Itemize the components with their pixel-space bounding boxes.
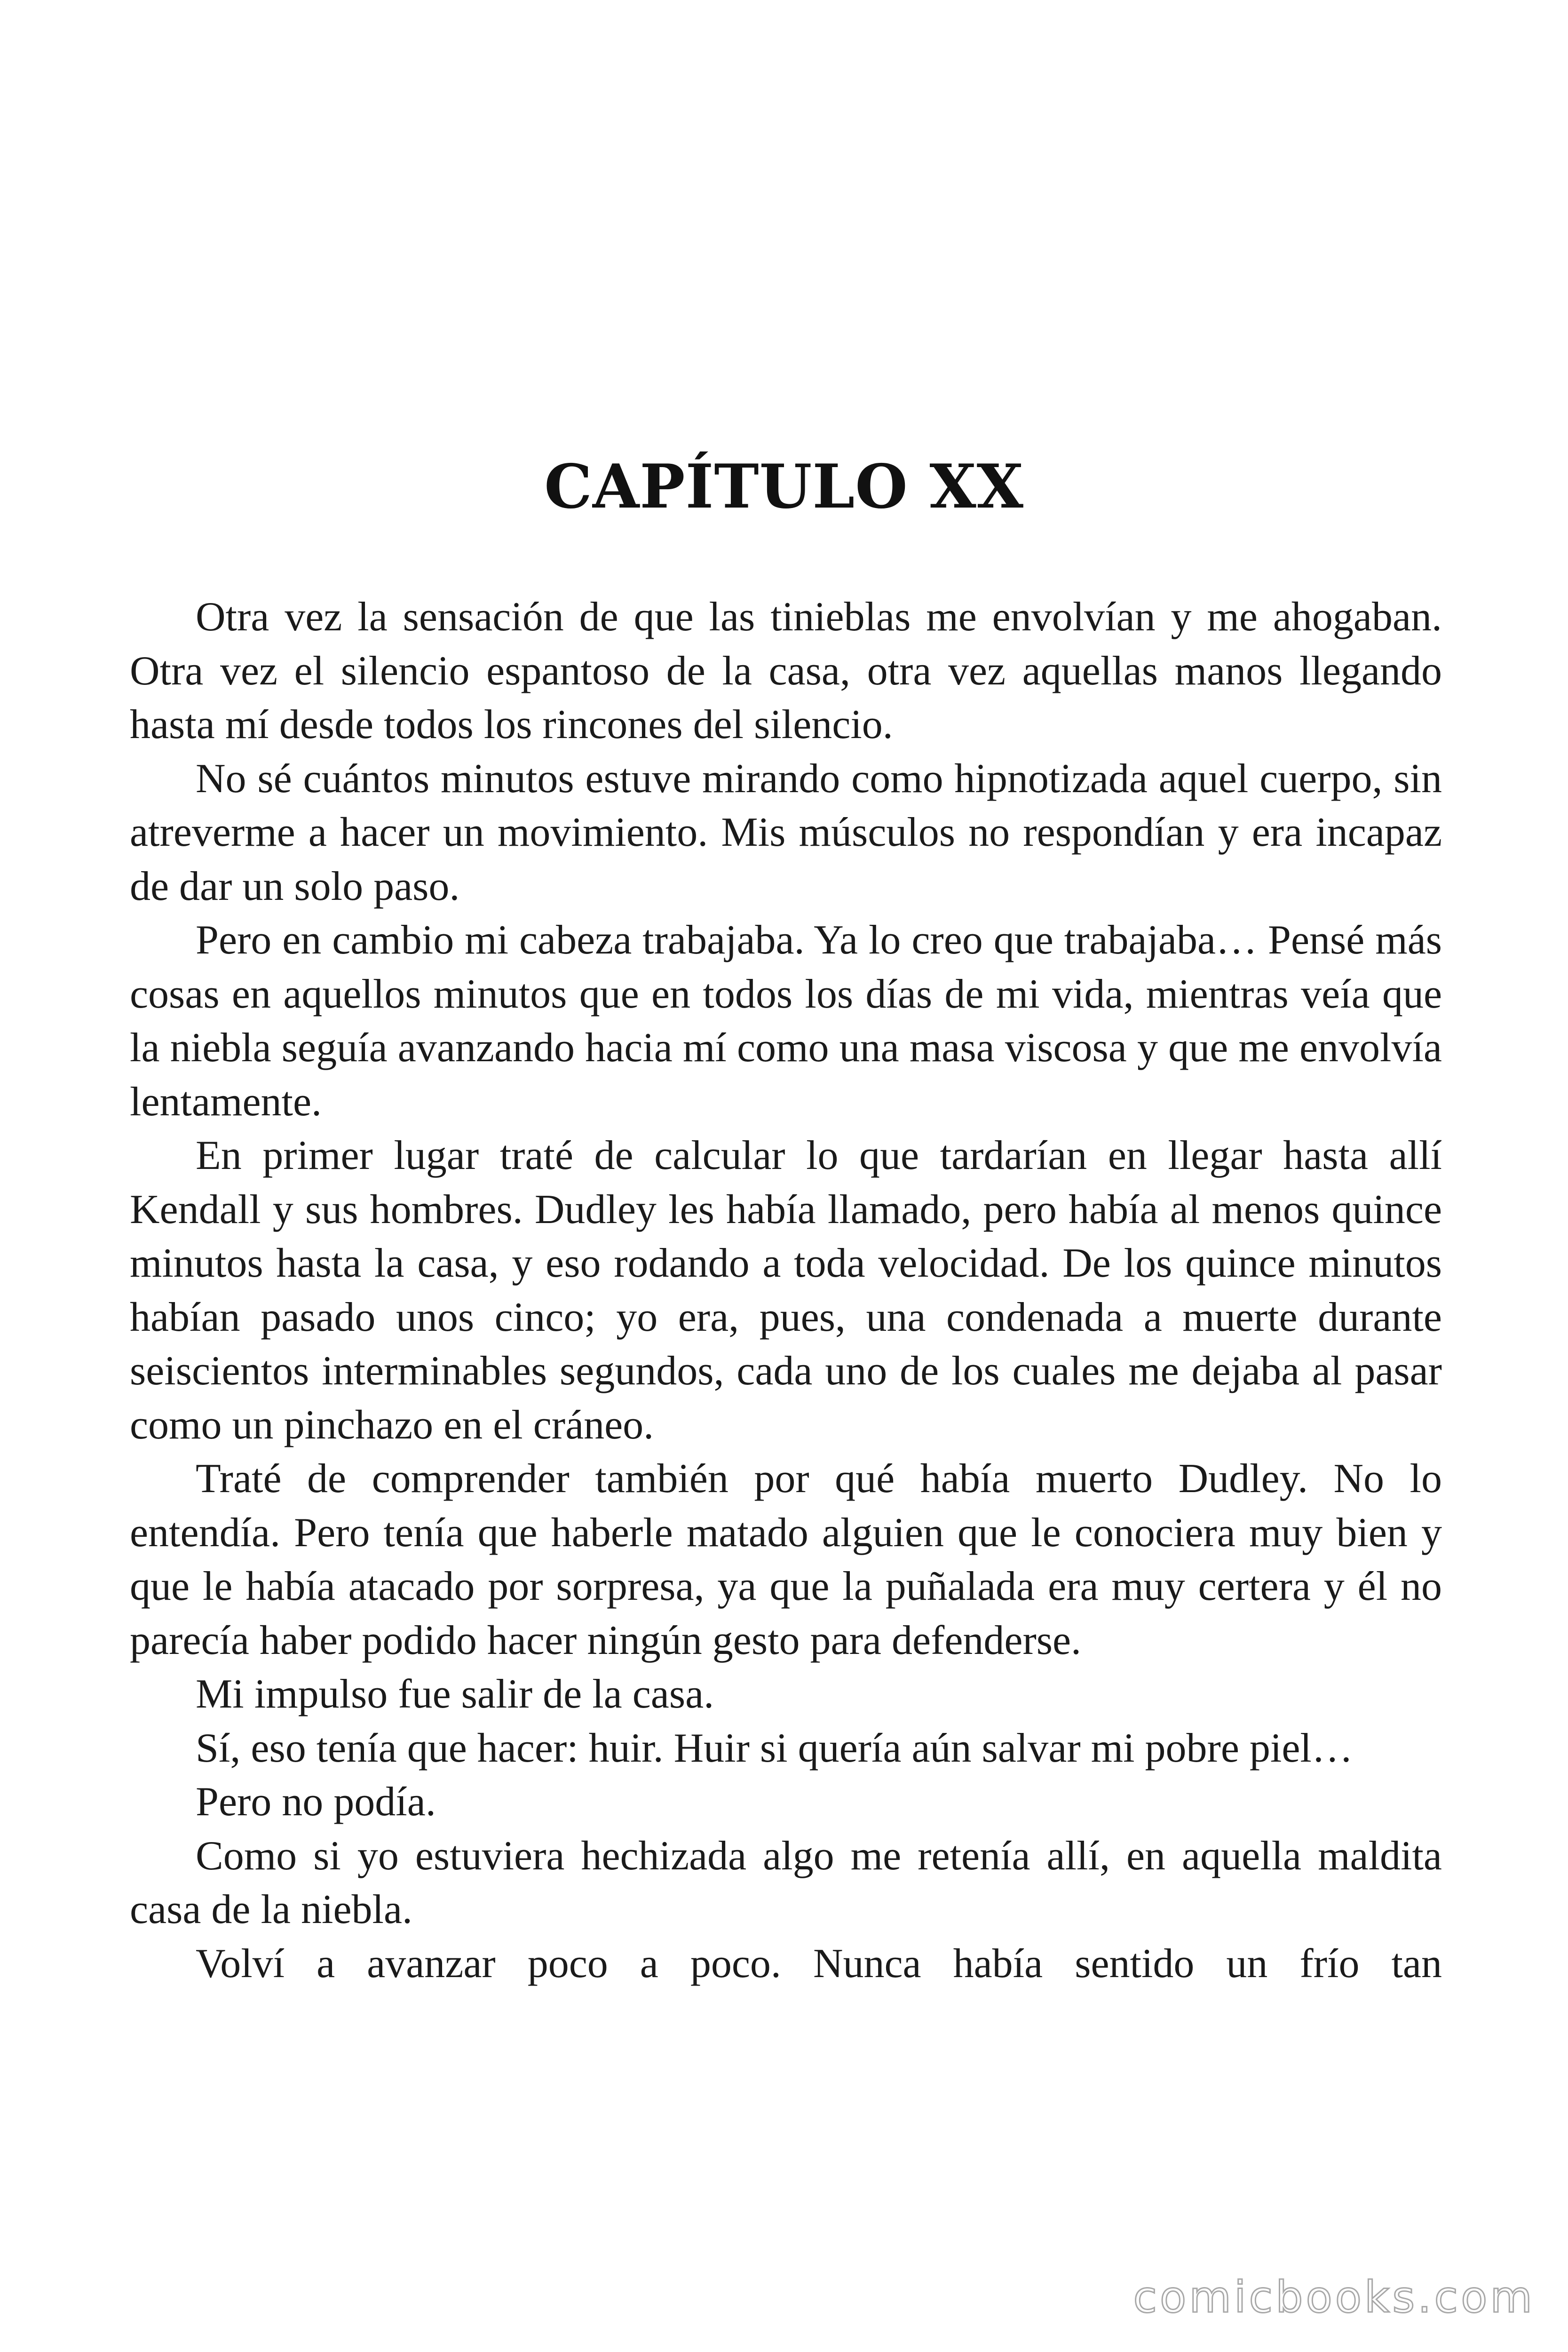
- paragraph: Traté de comprender también por qué había muerto Dudley. No lo entendía. Pero tenía que haberle matado alguien que le conociera muy bien y que le había atacado por sorpresa, ya que la puñalada era muy certera y él no parecía haber podido hacer ningún gesto para defenderse.: [130, 1456, 1442, 1663]
- paragraph: Pero no podía.: [196, 1779, 436, 1825]
- paragraph: En primer lugar traté de calcular lo que tardarían en llegar hasta allí Kendall y sus hombres. Dudley les había llamado, pero había al menos quince minutos hasta la casa, y eso rodando a toda velocidad. De los quince minutos habían pasado unos cinco; yo era, pues, una condenada a muerte durante seiscientos interminables segundos, cada uno de los cuales me dejaba al pasar como un pinchazo en el cráneo.: [130, 1133, 1442, 1448]
- paragraph: Otra vez la sensación de que las tinieblas me envolvían y me ahogaban. Otra vez el silencio espantoso de la casa, otra vez aquellas manos llegando hasta mí desde todos los rincones del silencio.: [130, 594, 1442, 747]
- paragraph: Pero en cambio mi cabeza trabajaba. Ya lo creo que trabajaba… Pensé más cosas en aquellos minutos que en todos los días de mi vida, mientras veía que la niebla seguía avanzando hacia mí como una masa viscosa y que me envolvía lentamente.: [130, 917, 1442, 1125]
- paragraph: Como si yo estuviera hechizada algo me retenía allí, en aquella maldita casa de la niebla.: [130, 1833, 1442, 1932]
- chapter-title: CAPÍTULO XX: [544, 452, 1024, 522]
- watermark: comicbooks.com: [1133, 2272, 1535, 2322]
- paragraph: Sí, eso tenía que hacer: huir. Huir si quería aún salvar mi pobre piel…: [196, 1725, 1353, 1771]
- paragraph: No sé cuántos minutos estuve mirando como hipnotizada aquel cuerpo, sin atreverme a hacer un movimiento. Mis músculos no respondían y era incapaz de dar un solo paso.: [130, 755, 1442, 909]
- chapter-body: [130, 590, 1442, 1991]
- paragraph: Mi impulso fue salir de la casa.: [196, 1671, 714, 1717]
- paragraph: Volví a avanzar poco a poco. Nunca había sentido un frío tan: [196, 1940, 1442, 1986]
